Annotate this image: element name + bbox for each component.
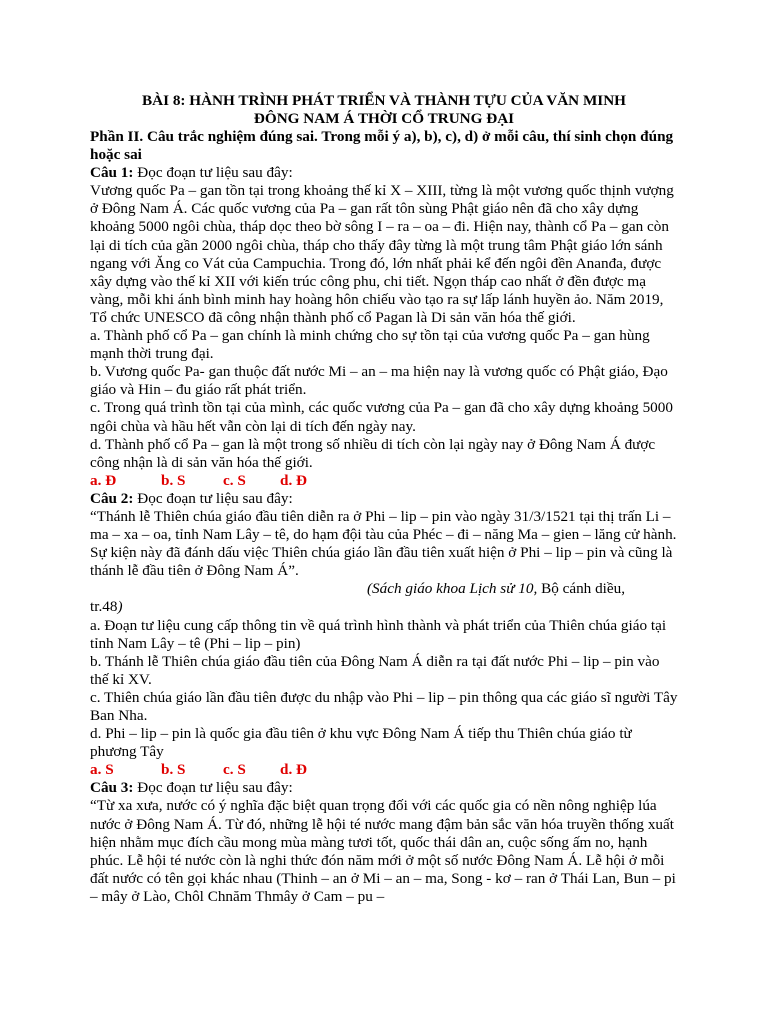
question-1-prompt: Đọc đoạn tư liệu sau đây: — [133, 164, 293, 182]
question-1-heading — [90, 164, 678, 182]
question-1-option-c: c. Trong quá trình tồn tại của mình, các quốc vương của Pa – gan đã cho xây dựng khoảng 5000 ngôi chùa và hầu hết vẫn còn lại di tích đến ngày nay. — [90, 399, 673, 435]
answer-a: a. S — [90, 761, 114, 779]
question-2-citation-page — [90, 598, 678, 616]
question-2-option-b: b. Thánh lễ Thiên chúa giáo đầu tiên của Đông Nam Á diễn ra tại đất nước Phi – lip – pin vào thế kỉ XV. — [90, 652, 660, 688]
question-1-option-a: a. Thành phố cổ Pa – gan chính là minh chứng cho sự tồn tại của vương quốc Pa – gan hùng mạnh thời trung đại. — [90, 327, 650, 363]
question-3-prompt: Đọc đoạn tư liệu sau đây: — [133, 779, 293, 797]
question-3-label: Câu 3: — [90, 779, 134, 797]
answer-a: a. Đ — [90, 471, 117, 489]
answer-c: c. S — [223, 761, 246, 779]
question-2-answers — [90, 761, 678, 779]
question-2-option-a: a. Đoạn tư liệu cung cấp thông tin về quá trình hình thành và phát triển của Thiên chúa giáo tại tỉnh Nam Lây – tê (Phi – lip – pin) — [90, 616, 667, 652]
citation-close: ) — [117, 598, 123, 616]
question-1-answers — [90, 472, 678, 490]
question-2-option-d: d. Phi – lip – pin là quốc gia đầu tiên ở khu vực Đông Nam Á tiếp thu Thiên chúa giáo từ phương Tây — [90, 725, 632, 761]
question-2-citation — [90, 580, 678, 598]
question-2-passage: “Thánh lễ Thiên chúa giáo đầu tiên diễn ra ở Phi – lip – pin vào ngày 31/3/1521 tại thị trấn Li – ma – xa – oa, tỉnh Nam Lây – tê, do hạm đội tàu của Phéc – đi – năng Ma – gien – lăng cử hành. Sự kiện này đã đánh dấu việc Thiên chúa giáo lần đầu tiên xuất hiện ở Phi – lip – pin và cũng là thánh lễ đầu tiên ở Đông Nam Á”. — [90, 507, 677, 580]
answer-d: d. Đ — [280, 761, 308, 779]
title-line-1: BÀI 8: HÀNH TRÌNH PHÁT TRIỂN VÀ THÀNH TỰU CỦA VĂN MINH — [142, 92, 626, 109]
question-3-heading — [90, 779, 678, 797]
citation-source: (Sách giáo khoa Lịch sử 10, — [367, 580, 538, 598]
question-2-label: Câu 2: — [90, 489, 134, 507]
page-title — [90, 92, 678, 128]
section-heading: Phần II. Câu trắc nghiệm đúng sai. Trong mỗi ý a), b), c), d) ở mỗi câu, thí sinh chọn đúng hoặc sai — [90, 128, 674, 164]
answer-b: b. S — [161, 471, 186, 489]
answer-c: c. S — [223, 471, 246, 489]
question-2-heading — [90, 490, 678, 508]
title-line-2: ĐÔNG NAM Á THỜI CỔ TRUNG ĐẠI — [253, 110, 515, 127]
question-1-option-b: b. Vương quốc Pa- gan thuộc đất nước Mi – an – ma hiện nay là vương quốc có Phật giáo, Đạo giáo và Hin – đu giáo rất phát triển. — [90, 363, 668, 399]
question-2-prompt: Đọc đoạn tư liệu sau đây: — [133, 489, 293, 507]
question-3-passage: “Từ xa xưa, nước có ý nghĩa đặc biệt quan trọng đối với các quốc gia có nền nông nghiệp lúa nước ở Đông Nam Á. Từ đó, những lễ hội té nước mang đậm bản sắc văn hóa truyền thống xuất hiện nhằm mục đích cầu mong mùa màng tươi tốt, quốc thái dân an, cuộc sống ấm no, hạnh phúc. Lễ hội té nước còn là nghi thức đón năm mới ở một số nước Đông Nam Á. Lễ hội ở mỗi đất nước có tên gọi khác nhau (Thinh – an ở Mi – an – ma, Song - kơ – ran ở Thái Lan, Bun – pi – mây ở Lào, Chôl Chnăm Thmây ở Cam – pu – — [90, 797, 676, 905]
answer-b: b. S — [161, 761, 186, 779]
question-1-passage: Vương quốc Pa – gan tồn tại trong khoảng thế kỉ X – XIII, từng là một vương quốc thịnh vượng ở Đông Nam Á. Các quốc vương của Pa – gan rất tôn sùng Phật giáo nên đã cho xây dựng khoảng 5000 ngôi chùa, tháp dọc theo bờ sông I – ra – oa – đi. Hiện nay, thành cổ Pa – gan còn lại di tích của gần 2000 ngôi chùa, tháp cho thấy đây từng là một trung tâm Phật giáo lớn sánh ngang với Ăng co Vát của Campuchia. Trong đó, lớn nhất phải kể đến ngôi đền Ananđa, được xây dựng vào thế kỉ XII với kiến trúc công phu, chi tiết. Ngọn tháp cao nhất ở đền được mạ vàng, mỗi khi ánh bình minh hay hoàng hôn chiếu vào tạo ra sự lấp lánh huyền ảo. Năm 2019, Tổ chức UNESCO đã công nhận thành phố cổ Pagan là Di sản văn hóa thế giới. — [90, 182, 674, 326]
question-1-label: Câu 1: — [90, 164, 134, 182]
question-1-option-d: d. Thành phố cổ Pa – gan là một trong số nhiều di tích còn lại ngày nay ở Đông Nam Á được công nhận là di sản văn hóa thế giới. — [90, 435, 656, 471]
question-2-option-c: c. Thiên chúa giáo lần đầu tiên được du nhập vào Phi – lip – pin thông qua các giáo sĩ người Tây Ban Nha. — [90, 688, 678, 724]
citation-page: tr.48 — [90, 598, 118, 616]
citation-publisher: Bộ cánh diều, — [537, 580, 626, 598]
answer-d: d. Đ — [280, 471, 308, 489]
